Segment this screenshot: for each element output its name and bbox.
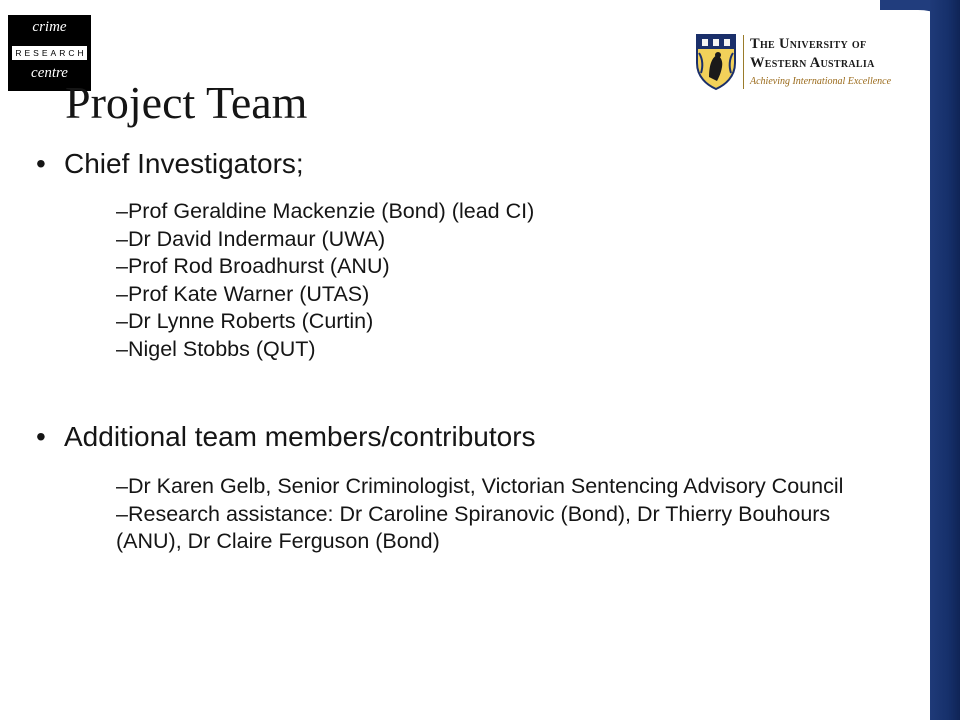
heading-text: Chief Investigators; (64, 148, 304, 179)
list-item: –Dr Karen Gelb, Senior Criminologist, Victorian Sentencing Advisory Council (116, 474, 844, 498)
bullet-icon: • (36, 148, 46, 179)
uwa-logo (695, 33, 905, 95)
heading-text: Additional team members/contributors (64, 421, 536, 452)
list-item: –Prof Kate Warner (UTAS) (116, 281, 370, 306)
list-item: –Dr Lynne Roberts (Curtin) (116, 309, 374, 333)
list-item: –Prof Rod Broadhurst (ANU) (116, 254, 390, 278)
logo-word-crime: crime (32, 19, 67, 35)
list-item: –Prof Geraldine Mackenzie (Bond) (lead CI) (116, 199, 535, 223)
right-accent-bar (930, 0, 960, 720)
list-item: –Research assistance: Dr Caroline Spiranovic (Bond), Dr Thierry Bouhours (ANU), Dr Claire Ferguson (Bond) (116, 501, 831, 553)
slide-title: Project Team (65, 77, 308, 128)
uwa-divider (743, 35, 744, 89)
logo-word-centre: centre (31, 65, 68, 81)
contributor-list (116, 473, 896, 556)
uwa-name-line2: Western Australia (750, 55, 875, 71)
uwa-name-line1: The University of (750, 36, 867, 52)
list-item: –Nigel Stobbs (QUT) (116, 336, 316, 361)
bullet-icon: • (36, 421, 46, 452)
uwa-tagline: Achieving International Excellence (750, 76, 892, 87)
investigator-list (116, 198, 534, 363)
logo-word-research: RESEARCH (12, 46, 87, 60)
uwa-name (750, 35, 910, 73)
list-item: –Dr David Indermaur (UWA) (116, 226, 386, 251)
uwa-crest-icon (695, 33, 737, 91)
